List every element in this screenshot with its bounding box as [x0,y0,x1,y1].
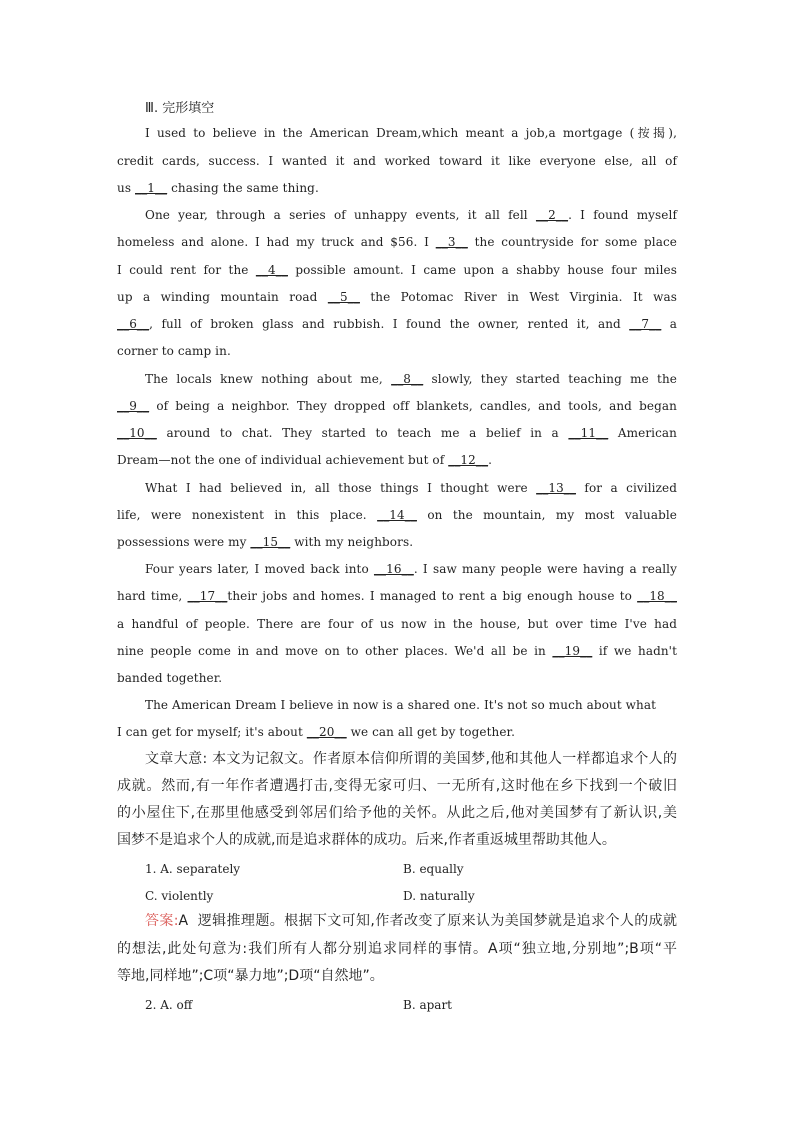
cloze-blank: __1__ [135,181,168,195]
passage-line [145,481,677,495]
passage-line [117,535,677,549]
passage-text: . [488,453,493,467]
passage-text: I could rent for the [117,263,256,277]
passage-text: around to chat. They started to teach me a belief in a [156,426,569,440]
passage-text: banded together. [117,671,223,685]
q1-option-d: D. naturally [403,889,475,903]
passage-line [117,508,677,522]
passage-line [117,426,677,440]
passage-line [117,181,677,195]
passage-text: with my neighbors. [290,535,414,549]
summary-line: 的小屋住下,在那里他感受到邻居们给予他的关怀。从此之后,他对美国梦有了新认识,美 [117,805,677,821]
passage-text: the countryside for some place [467,235,678,249]
summary-line: 文章大意: 本文为记叙文。作者原本信仰所谓的美国梦,他和其他人一样都追求个人的 [145,751,677,767]
passage-text: , full of broken glass and rubbish. I found the owner, rented it, and [149,317,630,331]
passage-text: we can all get by together. [346,725,515,739]
answer-explanation: 逻辑推理题。根据下文可知,作者改变了原来认为美国梦就是追求个人的成就 [197,913,678,929]
cloze-blank: __5__ [327,290,360,304]
passage-text: for a civilized [576,481,677,495]
passage-text: The locals knew nothing about me, [145,372,392,386]
q2-option-b: B. apart [403,998,452,1012]
cloze-blank: __8__ [391,372,424,386]
cloze-blank: __6__ [117,317,150,331]
summary-line: 国梦不是追求个人的成就,而是追求群体的成功。后来,作者重返城里帮助其他人。 [117,832,616,848]
cloze-blank: __2__ [535,208,569,222]
passage-line [117,644,677,658]
cloze-blank: __3__ [435,235,468,249]
cloze-blank: __10__ [117,426,157,440]
passage-text: slowly, they started teaching me the [423,372,677,386]
passage-line [117,290,677,304]
passage-text: credit cards, success. I wanted it and worked toward it like everyone else, all of [117,154,677,168]
passage-text: I used to believe in the American Dream,which meant a job,a mortgage (按揭), [145,126,677,140]
passage-text: Four years later, I moved back into [145,562,374,576]
passage-line [145,562,677,576]
passage-text: hard time, [117,589,188,603]
passage-line [117,589,677,603]
passage-text: a [661,317,677,331]
passage-text: corner to camp in. [117,344,231,358]
passage-text: One year, through a series of unhappy events, it all fell [145,208,536,222]
passage-line [117,235,677,249]
passage-text: a handful of people. There are four of us now in the house, but over time I've had [117,617,677,631]
passage-text: chasing the same thing. [167,181,319,195]
passage-line [145,208,677,222]
passage-line [117,725,677,739]
passage-line [117,344,677,358]
passage-line [117,453,677,467]
cloze-blank: __19__ [552,644,593,658]
passage-line [145,372,677,386]
passage-text: their jobs and homes. I managed to rent a big enough house to [227,589,638,603]
cloze-blank: __7__ [629,317,662,331]
cloze-blank: __13__ [536,481,577,495]
passage-text: . I saw many people were having a really [413,562,677,576]
passage-line [117,317,677,331]
passage-text: the Potomac River in West Virginia. It was [359,290,677,304]
q1-option-c: C. violently [145,889,214,903]
passage-text: if we hadn't [592,644,678,658]
passage-line [145,126,677,140]
q1-option-b: B. equally [403,862,464,876]
passage-line [117,671,677,685]
passage-text: possible amount. I came upon a shabby house four miles [288,263,677,277]
cloze-blank: __18__ [637,589,677,603]
passage-text: possessions were my [117,535,251,549]
passage-text: life, were nonexistent in this place. [117,508,378,522]
q2-option-a: 2. A. off [145,998,193,1012]
passage-text: The American Dream I believe in now is a shared one. It's not so much about what [145,698,657,712]
passage-line [145,698,677,712]
cloze-blank: __4__ [255,263,288,277]
cloze-blank: __14__ [377,508,417,522]
answer-1-line: 的想法,此处句意为:我们所有人都分别追求同样的事情。A项“独立地,分别地”;B项“平 [117,941,677,957]
passage-text: homeless and alone. I had my truck and $56. I [117,235,436,249]
q1-option-a: 1. A. separately [145,862,241,876]
passage-text: us [117,181,136,195]
passage-line [117,263,677,277]
passage-text: American [608,426,677,440]
passage-text: on the mountain, my most valuable [416,508,677,522]
cloze-blank: __11__ [568,426,609,440]
passage-text: of being a neighbor. They dropped off blankets, candles, and tools, and began [149,399,677,413]
passage-text: What I had believed in, all those things I thought were [145,481,537,495]
summary-line: 成就。然而,有一年作者遭遇打击,变得无家可归、一无所有,这时他在乡下找到一个破旧 [117,778,677,794]
passage-text: up a winding mountain road [117,290,328,304]
answer-letter: A [178,913,189,929]
cloze-blank: __12__ [448,453,489,467]
cloze-blank: __15__ [250,535,291,549]
cloze-blank: __20__ [306,725,347,739]
cloze-blank: __9__ [117,399,150,413]
passage-text: I can get for myself; it's about [117,725,307,739]
passage-text: . I found myself [568,208,677,222]
answer-1-line [145,912,677,930]
cloze-blank: __16__ [373,562,414,576]
section-title: Ⅲ. 完形填空 [145,101,215,116]
passage-line [117,399,677,413]
passage-text: nine people come in and move on to other places. We'd all be in [117,644,553,658]
answer-1-line: 等地,同样地”;C项“暴力地”;D项“自然地”。 [117,968,384,984]
cloze-blank: __17__ [187,589,228,603]
answer-label: 答案: [145,913,179,929]
passage-line [117,154,677,168]
passage-text: Dream—not the one of individual achievement but of [117,453,449,467]
passage-line [117,617,677,631]
